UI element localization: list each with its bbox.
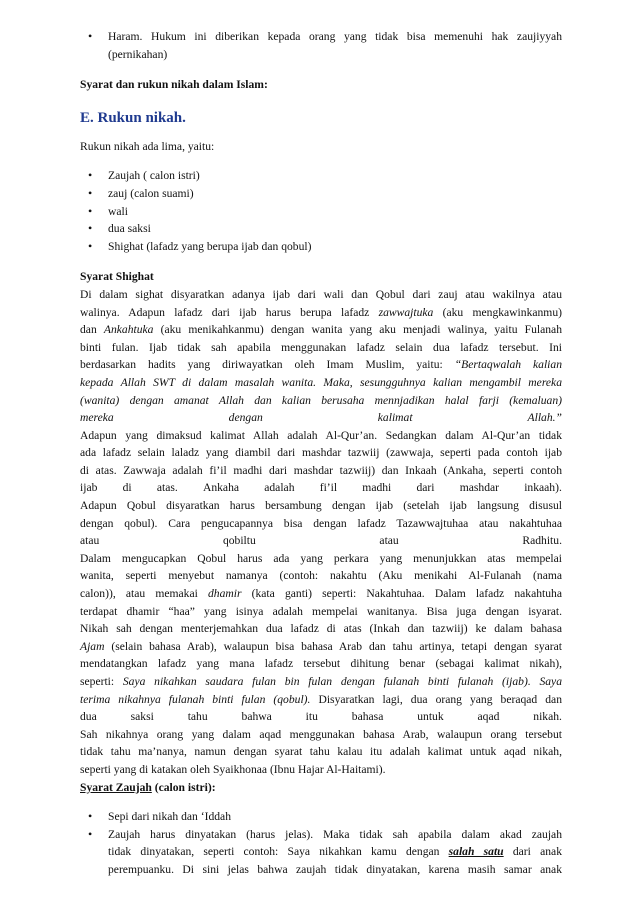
text-line: terima nikahnya fulanah binti fulan (qobul). Disyaratkan lagi, dua orang yang beraqad dan — [80, 692, 562, 706]
list-item: • zauj (calon suami) — [80, 185, 562, 203]
text-line: dan Ankahtuka (aku menikahkanmu) dengan wanita yang aku menjadi walinya, yaitu Fulanah — [80, 323, 562, 337]
list-item: • Sepi dari nikah dan ‘Iddah — [80, 808, 562, 826]
text-line: binti fulan. Ijab tidak sah apabila menggunakan lafadz selain dua lafadz tersebut. Ini — [80, 340, 562, 354]
text-line: kepada Allah SWT di dalam masalah wanita. Maka, sesungguhnya kalian mengambil mereka — [80, 375, 562, 389]
list-item: • Zaujah ( calon istri) — [80, 167, 562, 185]
zaujah-title: Syarat Zaujah (calon istri): — [80, 780, 216, 794]
text-line: atau qobiltu atau Radhitu. — [80, 534, 562, 548]
text-line: seperti: Saya nikahkan saudara fulan bin fulan dengan fulanah binti fulanah (ijab). Saya — [80, 675, 562, 688]
rukun-intro: Rukun nikah ada lima, yaitu: — [80, 139, 215, 153]
text-line: seperti yang di katakan oleh Syaikhonaa (Ibnu Hajar Al-Haitami). — [80, 762, 386, 776]
top-bullet-line-1: • Haram. Hukum ini diberikan kepada orang yang tidak bisa memenuhi hak zaujiyyah — [108, 30, 562, 43]
list-item: • wali — [80, 203, 562, 221]
list-item: • Zaujah harus dinyatakan (harus jelas). Maka tidak sah apabila dalam akad zaujah tidak dinyatakan, seperti contoh: Saya nikahkan kamu dengan salah satu dari anak perempuanku. Di sini jelas bahwa zaujah tidak dinyatakan, karena masih samar anak — [80, 826, 562, 879]
section-title: Syarat dan rukun nikah dalam Islam: — [80, 78, 268, 92]
list-item: • dua saksi — [80, 220, 562, 238]
text-line: Dalam mengucapkan Qobul harus ada yang perkara yang menunjukkan atas mempelai — [80, 551, 562, 565]
rukun-list — [80, 167, 562, 255]
top-bullet-line-2: (pernikahan) — [108, 47, 168, 61]
text-line: mendatangkan lafadz yang mana lafadz tersebut dihitung benar (sebagai kalimat nikah), — [80, 657, 562, 671]
text-line: mereka dengan kalimat Allah.” — [80, 411, 562, 425]
text-line: Sah nikahnya orang yang dalam aqad menggunakan bahasa Arab, walaupun orang tersebut — [80, 727, 562, 741]
text-line: Ajam (selain bahasa Arab), walaupun bisa bahasa Arab dan tahu artinya, tetapi dengan syarat — [80, 639, 562, 653]
text-line: dengan qobul). Cara pengucapannya bisa dengan lafadz Tazawwajtuhaa atau nakahtuhaa — [80, 516, 562, 530]
text-line: di atas. Zawwaja adalah fi’il madhi dari mashdar tazwiij) dan Inkaah (Ankaha, seperti contoh — [80, 463, 562, 477]
list-item — [80, 28, 562, 63]
zaujah-list — [80, 808, 562, 878]
document-page — [80, 28, 562, 879]
text-line: walinya. Adapun lafadz dari ijab harus berupa lafadz zawwajtuka (aku mengkawinkanmu) — [80, 305, 562, 319]
text-line: calon)), atau memakai dhamir (kata ganti) seperti: Nakahtuhaa. Dalam lafadz nakahtuha — [80, 587, 562, 601]
text-line: terdapat dhamir “haa” yang isinya adalah mempelai wanitanya. Bisa juga dengan isyarat. — [80, 604, 562, 618]
text-line: ada lafadz selain laladz yang diambil dari mashdar tazwiij (zawwaja, seperti pada contoh ijab — [80, 446, 562, 460]
top-bullet-list — [80, 28, 562, 63]
text-line: Nikah sah dengan menterjemahkan dua lafadz di atas (Inkah dan tazwiij) ke dalam bahasa — [80, 622, 562, 636]
list-item: • Shighat (lafadz yang berupa ijab dan qobul) — [80, 238, 562, 256]
text-line: Di dalam sighat disyaratkan adanya ijab dari wali dan Qobul dari zauj atau wakilnya atau — [80, 287, 562, 301]
text-line: dua saksi tahu bahwa itu bahasa untuk aqad nikah. — [80, 710, 562, 724]
text-line: berdasarkan hadits yang diriwayatkan oleh Imam Muslim, yaitu: “Bertaqwalah kalian — [80, 358, 562, 372]
text-line: Adapun yang dimaksud kalimat Allah adalah Al-Qur’an. Sedangkan dalam Al-Qur’an tidak — [80, 428, 562, 442]
shighat-section — [80, 268, 562, 778]
text-line: tidak tahu ma’nanya, namun dengan syarat tahu kalau itu adalah kalimat untuk aqad nikah, — [80, 745, 562, 759]
shighat-title: Syarat Shighat — [80, 270, 154, 284]
text-line: ijab di atas. Ankaha adalah fi’il madhi dari mashdar inkaah). — [80, 481, 562, 495]
heading-rukun-nikah: E. Rukun nikah. — [80, 109, 186, 126]
text-line: wanita, seperti menyebut namanya (contoh: nakahtu (Aku menikahi Al-Fulanah (nama — [80, 569, 562, 583]
text-line: (wanita) dengan amanat Allah dan kalian berusaha mennjadikan halal farji (kemaluan) — [80, 393, 562, 407]
text-line: Adapun Qobul disyaratkan harus bersambung dengan ijab (setelah ijab langsung disusul — [80, 499, 562, 513]
